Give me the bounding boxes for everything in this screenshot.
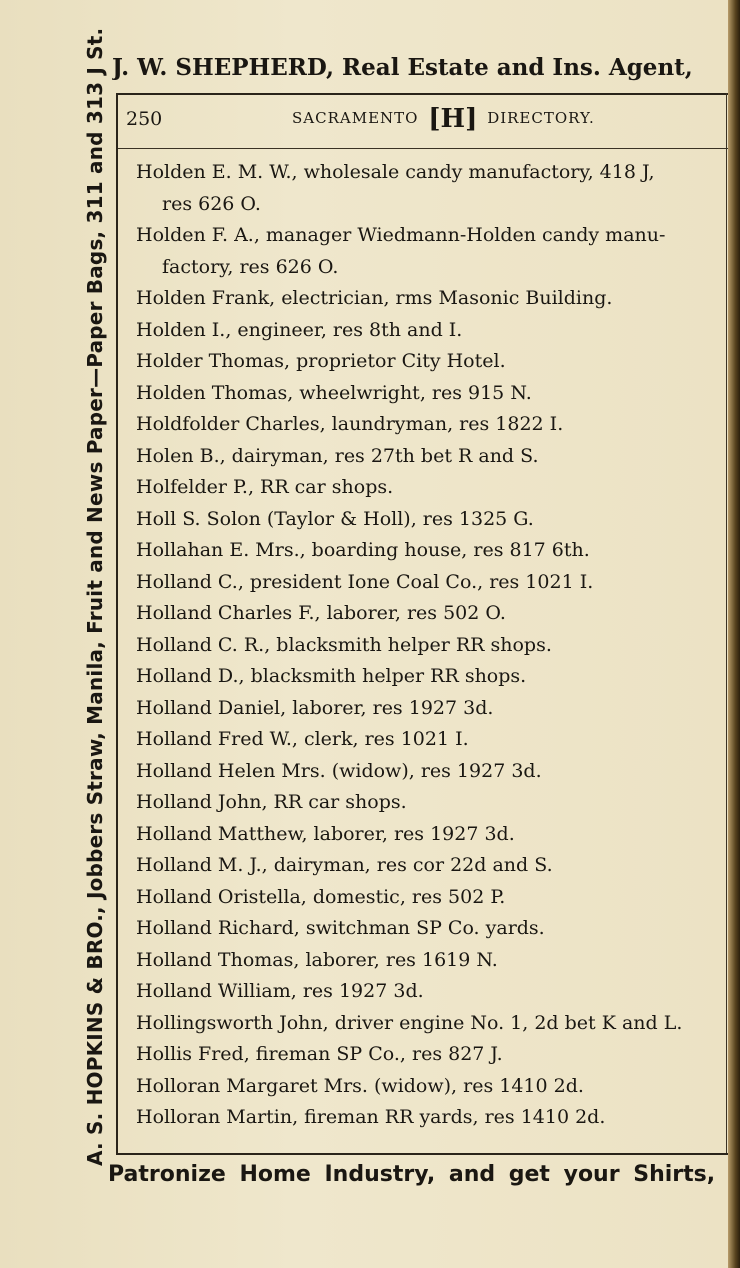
entry-text: Holland Thomas, laborer, res 1619 N. xyxy=(136,948,498,971)
entry-text: Holland Richard, switchman SP Co. yards. xyxy=(136,917,545,939)
entry-text: Holland D., blacksmith helper RR shops. xyxy=(136,665,527,687)
directory-entry xyxy=(136,283,724,315)
page-number: 250 xyxy=(126,108,163,130)
directory-entry xyxy=(136,567,724,599)
side-advertisement: A. S. HOPKINS & BRO., Jobbers Straw, Manila, Fruit and News Paper—Paper Bags, 311 and 313 J St. xyxy=(83,27,107,1166)
entry-text: Holland Helen Mrs. (widow), res 1927 3d. xyxy=(136,759,542,782)
entry-text: Holland M. J., dairyman, res cor 22d and S. xyxy=(136,854,553,876)
entry-text: Holden Thomas, wheelwright, res 915 N. xyxy=(136,381,532,404)
entry-text: Holland William, res 1927 3d. xyxy=(136,980,424,1002)
running-head-title xyxy=(292,104,595,134)
entry-text: Holdfolder Charles, laundryman, res 1822 I. xyxy=(136,413,564,435)
directory-entry xyxy=(136,661,724,693)
entry-continuation: res 626 O. xyxy=(162,192,261,215)
directory-entry xyxy=(136,504,724,536)
entry-text: Holder Thomas, proprietor City Hotel. xyxy=(136,350,506,372)
entry-text: Holfelder P., RR car shops. xyxy=(136,476,394,498)
directory-entry xyxy=(136,315,724,347)
directory-entry xyxy=(136,220,724,283)
running-head xyxy=(124,104,722,140)
directory-entry xyxy=(136,945,724,977)
directory-entry xyxy=(136,913,724,945)
entry-text: Holen B., dairyman, res 27th bet R and S. xyxy=(136,444,539,467)
entry-text: Holland C. R., blacksmith helper RR shops. xyxy=(136,633,552,656)
section-letter: [H] xyxy=(428,104,478,134)
entry-text: Holden Frank, electrician, rms Masonic Building. xyxy=(136,287,613,309)
entry-text: Hollingsworth John, driver engine No. 1, 2d bet K and L. xyxy=(136,1011,683,1034)
directory-entry xyxy=(136,724,724,756)
directory-entry xyxy=(136,157,724,220)
running-head-right-word: DIRECTORY. xyxy=(487,109,595,127)
footer-advertisement: Patronize Home Industry, and get your Shirts, xyxy=(108,1162,716,1187)
entry-continuation: factory, res 626 O. xyxy=(162,255,339,278)
entry-text: Holland John, RR car shops. xyxy=(136,791,407,813)
directory-entry xyxy=(136,756,724,788)
frame-left-rule xyxy=(116,93,118,1153)
directory-entry xyxy=(136,378,724,410)
entry-text: Holden I., engineer, res 8th and I. xyxy=(136,318,463,341)
entry-text: Hollahan E. Mrs., boarding house, res 817 6th. xyxy=(136,539,590,561)
entry-text: Holland Oristella, domestic, res 502 P. xyxy=(136,885,506,908)
entry-text: Holland Fred W., clerk, res 1021 I. xyxy=(136,728,469,750)
directory-entry xyxy=(136,1102,724,1134)
frame-top-rule xyxy=(116,93,728,95)
entry-text: Holloran Margaret Mrs. (widow), res 1410 2d. xyxy=(136,1074,584,1097)
entry-text: Holland Charles F., laborer, res 502 O. xyxy=(136,602,506,624)
entry-text: Holden E. M. W., wholesale candy manufactory, 418 J, xyxy=(136,161,655,183)
directory-entry xyxy=(136,1039,724,1071)
directory-entry xyxy=(136,693,724,725)
entry-text: Holland C., president Ione Coal Co., res 1021 I. xyxy=(136,570,594,593)
entry-text: Holl S. Solon (Taylor & Holl), res 1325 G. xyxy=(136,507,534,530)
directory-entries xyxy=(136,157,724,1134)
running-head-left-word: SACRAMENTO xyxy=(292,109,419,127)
directory-entry xyxy=(136,787,724,819)
directory-entry xyxy=(136,819,724,851)
frame-head-rule xyxy=(116,148,728,149)
frame-right-rule xyxy=(726,93,727,1153)
directory-entry xyxy=(136,409,724,441)
entry-text: Holloran Martin, fireman RR yards, res 1410 2d. xyxy=(136,1106,606,1128)
book-edge xyxy=(728,0,740,1268)
entry-text: Holland Matthew, laborer, res 1927 3d. xyxy=(136,822,515,845)
directory-entry xyxy=(136,472,724,504)
directory-entry xyxy=(136,882,724,914)
frame-bottom-rule xyxy=(116,1153,728,1155)
directory-entry xyxy=(136,535,724,567)
directory-entry xyxy=(136,1008,724,1040)
directory-entry xyxy=(136,346,724,378)
directory-entry xyxy=(136,976,724,1008)
directory-entry xyxy=(136,850,724,882)
entry-text: Hollis Fred, fireman SP Co., res 827 J. xyxy=(136,1043,503,1065)
directory-entry xyxy=(136,598,724,630)
entry-text: Holden F. A., manager Wiedmann-Holden candy manu- xyxy=(136,224,666,246)
directory-entry xyxy=(136,630,724,662)
header-advertisement: J. W. SHEPHERD, Real Estate and Ins. Agent, xyxy=(112,54,693,81)
entry-text: Holland Daniel, laborer, res 1927 3d. xyxy=(136,696,494,719)
directory-entry xyxy=(136,1071,724,1103)
directory-entry xyxy=(136,441,724,473)
